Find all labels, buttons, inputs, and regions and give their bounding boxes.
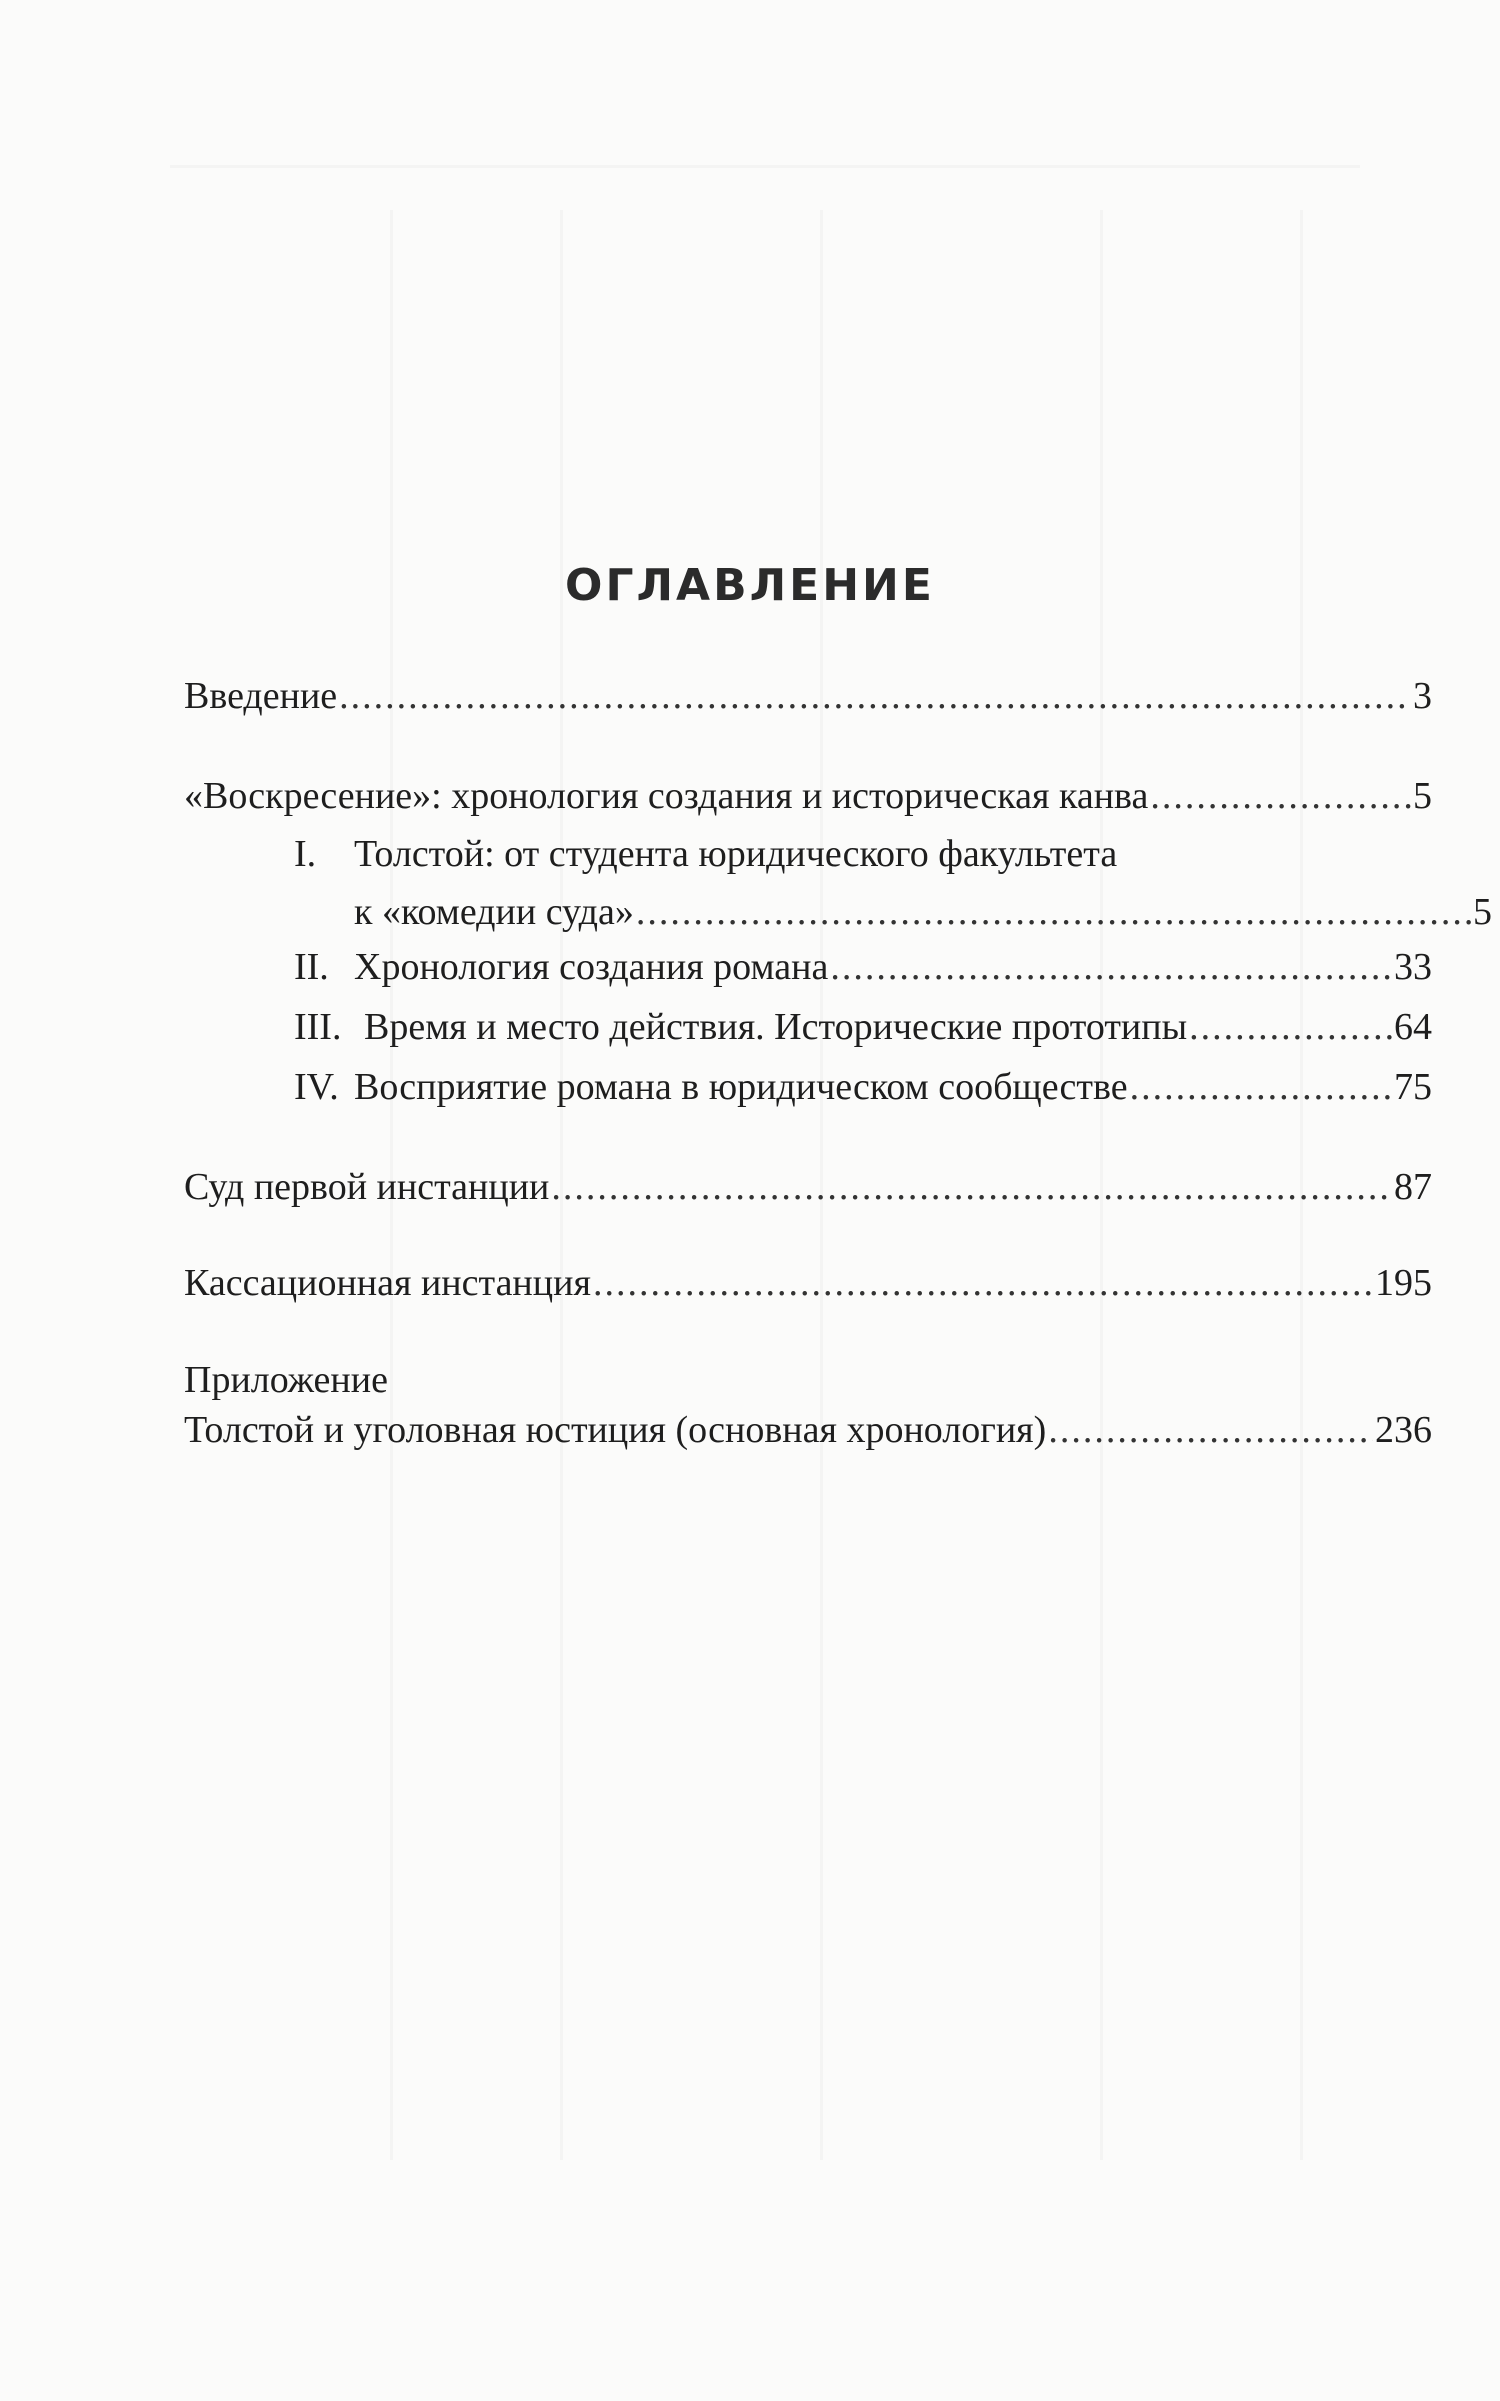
toc-page-number: 195 — [1375, 1262, 1432, 1304]
toc-entry-label: Суд первой инстанции — [184, 1166, 550, 1208]
bleed-through-mark — [170, 165, 1360, 168]
leader-dots — [830, 944, 1392, 990]
toc-entry-label: Приложение — [184, 1359, 388, 1401]
toc-page-number: 87 — [1394, 1166, 1432, 1208]
toc-entry-cassation[interactable] — [184, 1260, 1432, 1306]
toc-page-number: 5 — [1473, 891, 1492, 933]
toc-roman-numeral: IV. — [294, 1066, 339, 1108]
toc-entry-label: Хронология создания романа — [354, 946, 829, 988]
toc-entry-resurrection[interactable] — [184, 773, 1432, 819]
toc-entry-label: Восприятие романа в юридическом сообществе — [354, 1066, 1128, 1108]
toc-page-number: 236 — [1375, 1409, 1432, 1451]
leader-dots — [593, 1260, 1373, 1306]
toc-entry-label: Толстой: от студента юридического факультета — [354, 833, 1118, 875]
toc-entry-first-instance[interactable] — [184, 1164, 1432, 1210]
leader-dots — [1150, 773, 1411, 819]
leader-dots — [1048, 1407, 1373, 1453]
toc-roman-numeral: I. — [294, 833, 317, 875]
leader-dots — [1130, 1064, 1392, 1110]
toc-subentry-3[interactable] — [294, 1004, 1432, 1050]
toc-entry-label-continued: к «комедии суда» — [354, 891, 634, 933]
toc-entry-label: Время и место действия. Исторические прототипы — [364, 1006, 1188, 1048]
toc-entry-introduction[interactable] — [184, 673, 1432, 719]
toc-roman-numeral: II. — [294, 946, 329, 988]
toc-page-number: 3 — [1413, 675, 1432, 717]
toc-page-number: 33 — [1394, 946, 1432, 988]
toc-subentry-1[interactable] — [294, 831, 1492, 935]
toc-roman-numeral: III. — [294, 1006, 342, 1048]
toc-subentry-2[interactable] — [294, 944, 1432, 990]
toc-subentry-4[interactable] — [294, 1064, 1432, 1110]
toc-page-number: 64 — [1394, 1006, 1432, 1048]
page-title: ОГЛАВЛЕНИЕ — [565, 560, 935, 611]
toc-entry-label: «Воскресение»: хронология создания и историческая канва — [184, 775, 1149, 817]
leader-dots — [1189, 1004, 1392, 1050]
toc-entry-appendix[interactable] — [184, 1357, 1432, 1453]
toc-entry-label: Кассационная инстанция — [184, 1262, 591, 1304]
toc-entry-label: Введение — [184, 675, 338, 717]
toc-page-number: 75 — [1394, 1066, 1432, 1108]
toc-entry-label-continued: Толстой и уголовная юстиция (основная хронология) — [184, 1409, 1047, 1451]
leader-dots — [551, 1164, 1392, 1210]
leader-dots — [636, 889, 1471, 935]
leader-dots — [339, 673, 1411, 719]
toc-page-number: 5 — [1413, 775, 1432, 817]
